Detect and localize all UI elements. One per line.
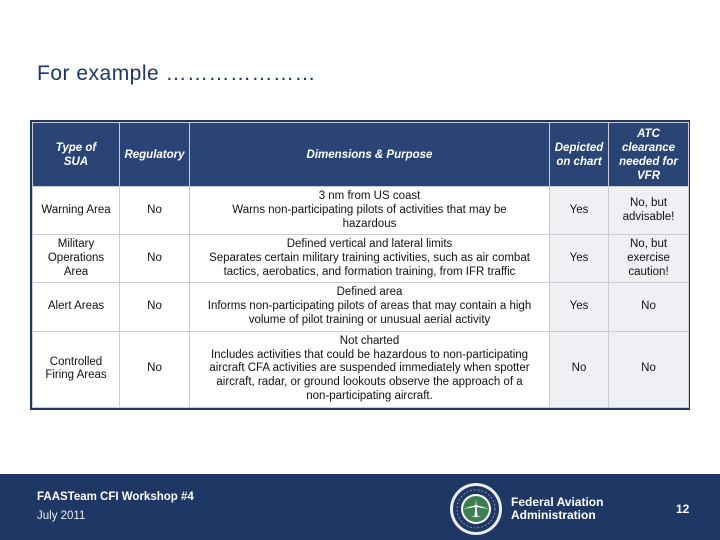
table-row [33, 331, 689, 407]
sua-table-frame [30, 120, 690, 410]
cell-depicted: Yes [550, 283, 609, 331]
cell-type: Warning Area [33, 187, 120, 235]
cell-atc: No [609, 283, 689, 331]
footer-date: July 2011 [37, 510, 86, 522]
footer-bar [0, 474, 720, 540]
footer-organization: Federal Aviation Administration [511, 495, 604, 522]
cell-atc: No [609, 331, 689, 407]
footer-event-title: FAASTeam CFI Workshop #4 [37, 491, 194, 503]
table-row [33, 187, 689, 235]
cell-purpose: Defined vertical and lateral limits Separates certain military training activities, such as air combat tactics, aerobatics, and formation training, from IFR traffic [190, 235, 550, 283]
table-header-row [33, 123, 689, 187]
cell-atc: No, but exercise caution! [609, 235, 689, 283]
cell-purpose: Defined area Informs non-participating pilots of areas that may contain a high volume of pilot training or unusual aerial activity [190, 283, 550, 331]
faa-seal-icon [449, 482, 503, 536]
cell-purpose: Not charted Includes activities that could be hazardous to non-participating aircraft CFA activities are suspended immediately when spotter aircraft, radar, or ground lookouts observe the approach of a non-participating aircraft. [190, 331, 550, 407]
header-dimensions-purpose: Dimensions & Purpose [190, 123, 550, 187]
cell-depicted: Yes [550, 235, 609, 283]
cell-type: Alert Areas [33, 283, 120, 331]
sua-table [32, 122, 689, 408]
header-regulatory: Regulatory [120, 123, 190, 187]
table-row [33, 283, 689, 331]
cell-regulatory: No [120, 331, 190, 407]
header-type-of-sua: Type of SUA [33, 123, 120, 187]
cell-type: Military Operations Area [33, 235, 120, 283]
cell-depicted: Yes [550, 187, 609, 235]
cell-purpose: 3 nm from US coast Warns non-participating pilots of activities that may be hazardous [190, 187, 550, 235]
page-number: 12 [676, 502, 690, 516]
cell-type: Controlled Firing Areas [33, 331, 120, 407]
table-row [33, 235, 689, 283]
cell-regulatory: No [120, 235, 190, 283]
header-atc-clearance: ATC clearance needed for VFR [609, 123, 689, 187]
cell-regulatory: No [120, 283, 190, 331]
header-depicted-on-chart: Depicted on chart [550, 123, 609, 187]
slide-title: For example ………………… [37, 62, 317, 85]
cell-depicted: No [550, 331, 609, 407]
cell-regulatory: No [120, 187, 190, 235]
cell-atc: No, but advisable! [609, 187, 689, 235]
